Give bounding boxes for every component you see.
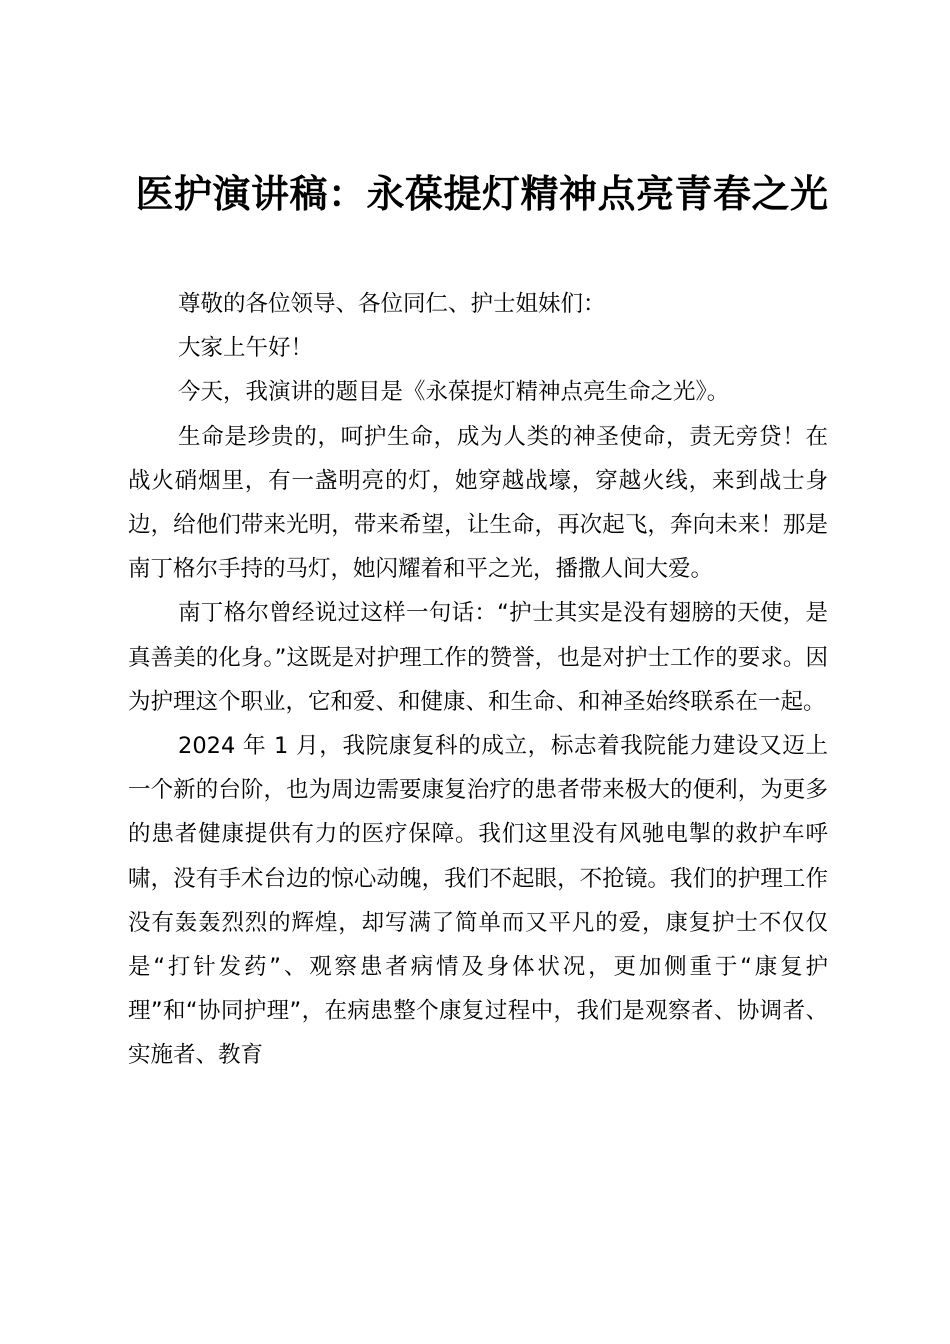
paragraph-greeting: 大家上午好！ xyxy=(178,335,314,362)
paragraph-body: 2024 年 1 月，我院康复科的成立，标志着我院能力建设又迈上一个新的台阶，也为周边需要康复治疗的患者带来极大的便利，为更多的患者健康提供有力的医疗保障。我们这里没有风驰电掣的救护车呼啸，没有手术台边的惊心动魄，我们不起眼，不抢镜。我们的护理工作没有轰轰烈烈的辉煌，却写满了简单而又平凡的爱，康复护士不仅仅是“打针发药”、观察患者病情及身体状况，更加侧重于“康复护理”和“协同护理”，在病患整个康复过程中，我们是观察者、协调者、实施者、教育 xyxy=(128,733,828,1069)
paragraph-topic: 今天，我演讲的题目是《永葆提灯精神点亮生命之光》。 xyxy=(178,379,730,406)
document-body xyxy=(128,282,828,1078)
paragraph-body: 南丁格尔曾经说过这样一句话：“护士其实是没有翅膀的天使，是真善美的化身。”这既是对护理工作的赞誉，也是对护士工作的要求。因为护理这个职业，它和爱、和健康、和生命、和神圣始终联系在一起。 xyxy=(128,600,828,715)
paragraph-salutation: 尊敬的各位领导、各位同仁、护士姐妹们： xyxy=(178,291,606,317)
document-title: 医护演讲稿：永葆提灯精神点亮青春之光 xyxy=(135,171,829,216)
paragraph-body: 生命是珍贵的，呵护生命，成为人类的神圣使命，责无旁贷！在战火硝烟里，有一盏明亮的灯，她穿越战壕，穿越火线，来到战士身边，给他们带来光明，带来希望，让生命，再次起飞，奔向未来！那是南丁格尔手持的马灯，她闪耀着和平之光，播撒人间大爱。 xyxy=(128,423,828,583)
